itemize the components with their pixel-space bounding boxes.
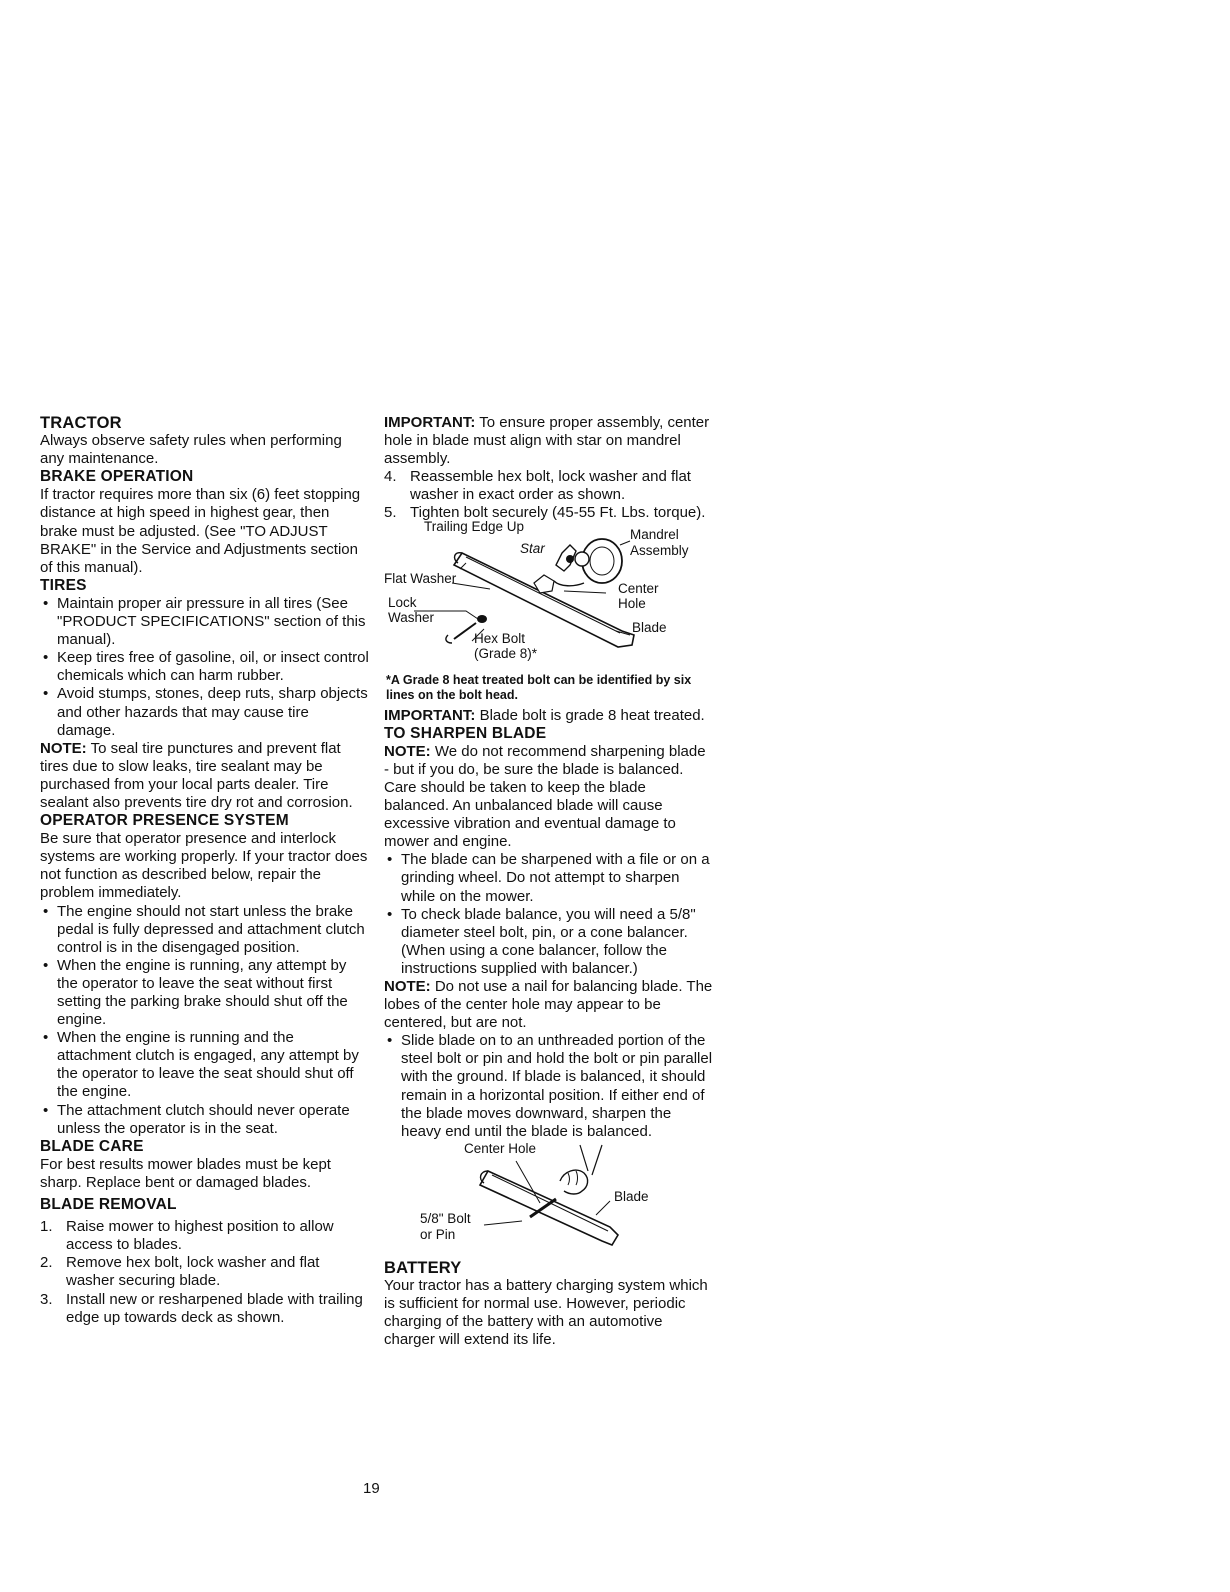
label-hole: Hole xyxy=(618,595,646,611)
blade-removal-steps xyxy=(40,1218,370,1327)
list-item: 2. Remove hex bolt, lock washer and flat washer securing blade. xyxy=(40,1254,320,1290)
blade-care-text: For best results mower blades must be kept sharp. Replace bent or damaged blades. xyxy=(40,1155,331,1191)
care-text: Care should be taken to keep the blade balanced. An unbalanced blade will cause excessive vibration and eventual damage to mower and engine. xyxy=(384,778,676,851)
list-item: 3. Install new or resharpened blade with trailing edge up towards deck as shown. xyxy=(40,1290,363,1326)
label-blade: Blade xyxy=(614,1188,649,1204)
right-column xyxy=(384,414,714,1349)
list-item: • To check blade balance, you will need a 5/8" diameter steel bolt, pin, or a cone balancer. (When using a cone balancer, follow the instructions supplied with balancer.) xyxy=(384,906,714,978)
operator-presence-text: Be sure that operator presence and interlock systems are working properly. If your tractor does not function as described below, repair the problem immediately. xyxy=(40,830,368,902)
label-flat-washer: Flat Washer xyxy=(384,570,457,586)
note-label: NOTE: xyxy=(384,742,431,760)
important-grade: IMPORTANT: Blade bolt is grade 8 heat treated. xyxy=(384,706,705,724)
label-or-pin: or Pin xyxy=(420,1226,456,1242)
list-item: • Keep tires free of gasoline, oil, or insect control chemicals which can harm rubber. xyxy=(40,649,370,685)
list-item: • Maintain proper air pressure in all tires (See "PRODUCT SPECIFICATIONS" section of this manual). xyxy=(40,595,370,649)
list-item: • The attachment clutch should never operate unless the operator is in the seat. xyxy=(40,1102,370,1138)
nail-note: NOTE: Do not use a nail for balancing blade. The lobes of the center hole may appear to be centered, but are not. xyxy=(384,977,713,1032)
tractor-heading: TRACTOR xyxy=(40,414,122,432)
label-bolt: 5/8" Bolt xyxy=(420,1210,471,1226)
label-grade: (Grade 8)* xyxy=(474,645,538,661)
note-label: NOTE: xyxy=(384,977,431,995)
battery-text: Your tractor has a battery charging system which is sufficient for normal use. However, periodic charging of the battery with an automotive charger will extend its life. xyxy=(384,1276,708,1349)
list-item: • When the engine is running and the attachment clutch is engaged, any attempt by the operator to leave the seat should shut off the engine. xyxy=(40,1029,370,1101)
left-column xyxy=(40,414,370,1327)
operator-presence-heading: OPERATOR PRESENCE SYSTEM xyxy=(40,812,289,830)
blade-balance-diagram xyxy=(384,1141,714,1259)
blade-removal-heading: BLADE REMOVAL xyxy=(40,1196,177,1214)
assembly-steps xyxy=(384,468,714,522)
label-washer: Washer xyxy=(388,609,435,625)
tractor-text: Always observe safety rules when performing any maintenance. xyxy=(40,432,342,468)
important-label: IMPORTANT: xyxy=(384,414,476,431)
list-item: • The engine should not start unless the brake pedal is fully depressed and attachment clutch control is in the disengaged position. xyxy=(40,903,370,957)
brake-operation-heading: BRAKE OPERATION xyxy=(40,468,194,486)
label-center-hole: Center Hole xyxy=(464,1140,537,1156)
important-assembly: IMPORTANT: To ensure proper assembly, center hole in blade must align with star on mandrel assembly. xyxy=(384,414,710,468)
page-number: 19 xyxy=(363,1480,380,1497)
note-text: To seal tire punctures and prevent flat tires due to slow leaks, tire sealant may be purchased from your local parts dealer. Tire sealant also prevents tire dry rot and corrosion. xyxy=(40,739,353,811)
sharpen-list xyxy=(384,851,714,978)
battery-heading: BATTERY xyxy=(384,1258,462,1277)
label-blade: Blade xyxy=(632,619,667,635)
label-center: Center xyxy=(618,580,659,596)
sharpen-note: NOTE: We do not recommend sharpening blade - but if you do, be sure the blade is balanced. xyxy=(384,742,706,778)
tires-list xyxy=(40,595,370,740)
tires-note xyxy=(40,740,370,812)
sharpen-blade-heading: TO SHARPEN BLADE xyxy=(384,724,547,742)
operator-presence-list xyxy=(40,903,370,1138)
tires-heading: TIRES xyxy=(40,576,87,594)
label-mandrel: Mandrel xyxy=(630,526,679,542)
list-item: • When the engine is running, any attempt by the operator to leave the seat without first setting the parking brake should shut off the engine. xyxy=(40,957,370,1029)
note-label: NOTE: xyxy=(40,739,87,757)
list-item: 1. Raise mower to highest position to allow access to blades. xyxy=(40,1218,334,1254)
label-star: Star xyxy=(520,540,545,556)
list-item: 4. Reassemble hex bolt, lock washer and flat washer in exact order as shown. xyxy=(384,468,691,504)
label-lock: Lock xyxy=(388,594,417,610)
mandrel-assembly-diagram xyxy=(384,518,714,673)
balance-list xyxy=(384,1032,714,1141)
list-item: • Slide blade on to an unthreaded portion of the steel bolt or pin and hold the bolt or pin parallel with the ground. If blade is balanced, it should remain in a horizontal position. If either end of the blade moves downward, sharpen the heavy end until the blade is balanced. xyxy=(384,1032,714,1141)
label-hex-bolt: Hex Bolt xyxy=(474,630,526,646)
grade-footnote: *A Grade 8 heat treated bolt can be identified by six lines on the bolt head. xyxy=(386,672,692,702)
list-item: • The blade can be sharpened with a file or on a grinding wheel. Do not attempt to sharpen while on the mower. xyxy=(384,851,714,905)
list-item: • Avoid stumps, stones, deep ruts, sharp objects and other hazards that may cause tire damage. xyxy=(40,685,370,739)
blade-care-heading: BLADE CARE xyxy=(40,1137,144,1155)
list-item: 5. Tighten bolt securely (45-55 Ft. Lbs. torque). xyxy=(384,504,706,522)
label-assembly: Assembly xyxy=(630,542,689,558)
important-label: IMPORTANT: xyxy=(384,706,476,724)
label-trailing-edge: Trailing Edge Up xyxy=(424,518,525,534)
brake-operation-text: If tractor requires more than six (6) feet stopping distance at high speed in highest gear, then brake must be adjusted. (See "TO ADJUST BRAKE" in the Service and Adjustments section of this manual). xyxy=(40,486,361,576)
